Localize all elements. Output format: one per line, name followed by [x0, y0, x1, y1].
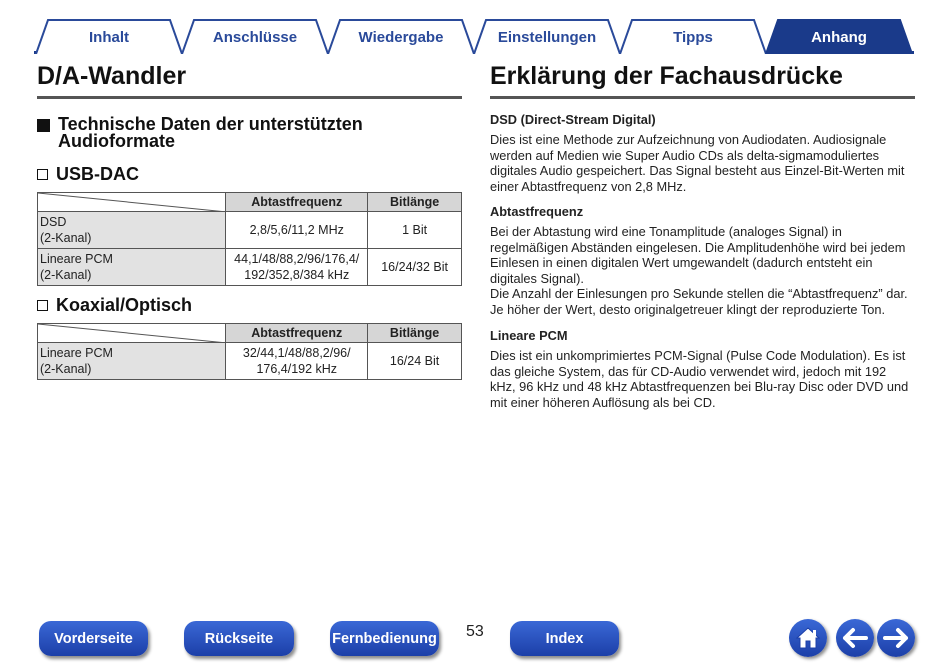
term-abtastfrequenz: Abtastfrequenz — [490, 204, 584, 219]
tab-bar — [34, 16, 914, 54]
square-bullet-icon — [37, 119, 50, 132]
row-label: Lineare PCM (2-Kanal) — [38, 343, 226, 380]
row-freq: 2,8/5,6/11,2 MHz — [226, 212, 368, 249]
usb-dac-heading — [37, 166, 139, 183]
diagonal-line — [38, 324, 227, 343]
tab-einstellungen[interactable] — [472, 18, 622, 54]
index-button[interactable]: Index — [510, 621, 619, 656]
header-bitlaenge: Bitlänge — [368, 324, 462, 343]
tab-label: Inhalt — [89, 28, 129, 46]
header-bitlaenge: Bitlänge — [368, 193, 462, 212]
usb-dac-table — [37, 192, 462, 286]
row-freq: 32/44,1/48/88,2/96/ 176,4/192 kHz — [226, 343, 368, 380]
usb-dac-title: USB-DAC — [56, 164, 139, 184]
header-abtastfrequenz: Abtastfrequenz — [226, 193, 368, 212]
section-title — [37, 116, 462, 150]
tab-label: Anhang — [811, 28, 867, 46]
tab-label: Anschlüsse — [212, 28, 298, 46]
tab-inhalt[interactable] — [34, 18, 184, 54]
row-label: DSD (2-Kanal) — [38, 212, 226, 249]
term-lineare-pcm: Lineare PCM — [490, 328, 568, 343]
fernbedienung-button[interactable]: Fernbedienung — [330, 621, 439, 656]
term-lineare-pcm-text: Dies ist ein unkomprimiertes PCM-Signal (Pulse Code Modulation). Es ist das gleiche System, das für CD-Audio verwendet wird, jedoch mit 192 kHz, 96 kHz und 48 kHz Abtastfrequenzen bei Blu-ray Disc oder DVD und mit einer höheren Auflösung als bei CD. — [490, 348, 909, 410]
term-dsd: DSD (Direct-Stream Digital) — [490, 112, 656, 127]
term-abtastfrequenz-text: Bei der Abtastung wird eine Tonamplitude (analoges Signal) in regelmäßigen Abständen eingelesen. Die Amplitudenhöhe wird bei jedem Einlesen in einen digitalen Wert umgewandelt (dadurch entsteht ein digitales Signal). Die Anzahl der Einlesungen pro Sekunde stellen die “Abtastfrequenz” dar. Je höher der Wert, desto originalgetreuer klingt der reproduzierte Ton. — [490, 224, 908, 317]
term-dsd-text: Dies ist eine Methode zur Aufzeichnung von Audiodaten. Audiosignale werden auf Medien wie Super Audio CDs als delta-sigmamoduliertes digitales Audio gespeichert. Das Signal besteht aus Einzel-Bit-Werten mit einer Abtastfrequenz von 2,8 MHz. — [490, 132, 905, 194]
forward-button[interactable] — [877, 619, 915, 657]
diagonal-line — [38, 193, 227, 212]
header-abtastfrequenz: Abtastfrequenz — [226, 324, 368, 343]
tab-tipps[interactable] — [618, 18, 768, 54]
row-bits: 16/24 Bit — [368, 343, 462, 380]
table-corner-cell — [38, 324, 226, 343]
tab-wiedergabe[interactable] — [326, 18, 476, 54]
table-corner-cell — [38, 193, 226, 212]
row-label: Lineare PCM (2-Kanal) — [38, 249, 226, 286]
koaxial-heading — [37, 297, 192, 314]
table-row — [38, 212, 462, 249]
vorderseite-button[interactable]: Vorderseite — [39, 621, 148, 656]
koaxial-title: Koaxial/Optisch — [56, 295, 193, 315]
back-button[interactable] — [836, 619, 874, 657]
rueckseite-button[interactable]: Rückseite — [184, 621, 294, 656]
arrow-left-icon — [841, 627, 869, 649]
page-title: D/A-Wandler — [37, 62, 187, 90]
tab-anschluesse[interactable] — [180, 18, 330, 54]
tab-anhang[interactable] — [764, 18, 914, 54]
checkbox-bullet-icon — [37, 169, 48, 180]
title-rule — [490, 96, 915, 99]
row-bits: 1 Bit — [368, 212, 462, 249]
tab-label: Wiedergabe — [358, 28, 444, 46]
koaxial-table — [37, 323, 462, 380]
glossary-title: Erklärung der Fachausdrücke — [490, 62, 843, 90]
checkbox-bullet-icon — [37, 300, 48, 311]
table-row — [38, 343, 462, 380]
row-freq: 44,1/48/88,2/96/176,4/ 192/352,8/384 kHz — [226, 249, 368, 286]
page-number: 53 — [466, 623, 484, 640]
title-rule — [37, 96, 462, 99]
section-title-text: Technische Daten der unterstützten Audioformate — [58, 114, 363, 151]
home-button[interactable] — [789, 619, 827, 657]
home-icon — [795, 626, 821, 650]
arrow-right-icon — [882, 627, 910, 649]
row-bits: 16/24/32 Bit — [368, 249, 462, 286]
table-row — [38, 249, 462, 286]
tab-label: Einstellungen — [497, 28, 597, 46]
tab-label: Tipps — [673, 28, 713, 46]
